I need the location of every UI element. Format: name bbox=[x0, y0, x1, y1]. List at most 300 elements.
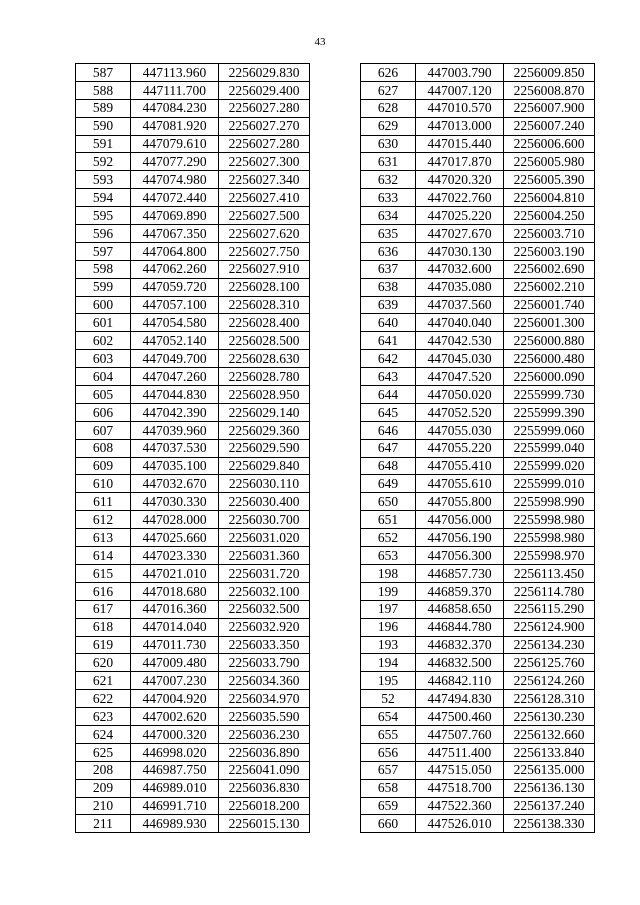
x-coordinate-cell: 447002.620 bbox=[131, 708, 219, 726]
y-coordinate-cell: 2256001.740 bbox=[504, 296, 595, 314]
x-coordinate-cell: 447515.050 bbox=[416, 761, 504, 779]
table-row bbox=[76, 618, 310, 636]
x-coordinate-cell: 447522.360 bbox=[416, 797, 504, 815]
table-row bbox=[361, 99, 595, 117]
table-row bbox=[76, 690, 310, 708]
table-row bbox=[361, 761, 595, 779]
point-id-cell: 628 bbox=[361, 99, 416, 117]
y-coordinate-cell: 2256032.920 bbox=[219, 618, 310, 636]
y-coordinate-cell: 2256015.130 bbox=[219, 815, 310, 833]
x-coordinate-cell: 447111.700 bbox=[131, 81, 219, 99]
point-id-cell: 600 bbox=[76, 296, 131, 314]
point-id-cell: 626 bbox=[361, 64, 416, 82]
x-coordinate-cell: 447021.010 bbox=[131, 564, 219, 582]
point-id-cell: 195 bbox=[361, 672, 416, 690]
table-row bbox=[361, 547, 595, 565]
y-coordinate-cell: 2256003.190 bbox=[504, 242, 595, 260]
x-coordinate-cell: 447015.440 bbox=[416, 135, 504, 153]
table-row bbox=[76, 797, 310, 815]
y-coordinate-cell: 2255998.980 bbox=[504, 511, 595, 529]
table-row bbox=[76, 171, 310, 189]
table-row bbox=[361, 225, 595, 243]
table-row bbox=[76, 654, 310, 672]
x-coordinate-cell: 447055.030 bbox=[416, 421, 504, 439]
y-coordinate-cell: 2256030.400 bbox=[219, 493, 310, 511]
x-coordinate-cell: 447030.330 bbox=[131, 493, 219, 511]
y-coordinate-cell: 2256036.890 bbox=[219, 743, 310, 761]
y-coordinate-cell: 2256031.020 bbox=[219, 529, 310, 547]
x-coordinate-cell: 447055.800 bbox=[416, 493, 504, 511]
x-coordinate-cell: 446832.370 bbox=[416, 636, 504, 654]
y-coordinate-cell: 2256007.240 bbox=[504, 117, 595, 135]
y-coordinate-cell: 2256001.300 bbox=[504, 314, 595, 332]
y-coordinate-cell: 2256029.590 bbox=[219, 439, 310, 457]
y-coordinate-cell: 2256027.750 bbox=[219, 242, 310, 260]
x-coordinate-cell: 447042.530 bbox=[416, 332, 504, 350]
y-coordinate-cell: 2255998.990 bbox=[504, 493, 595, 511]
table-row bbox=[76, 403, 310, 421]
x-coordinate-cell: 447056.190 bbox=[416, 529, 504, 547]
point-id-cell: 604 bbox=[76, 368, 131, 386]
y-coordinate-cell: 2256030.110 bbox=[219, 475, 310, 493]
table-row bbox=[76, 278, 310, 296]
point-id-cell: 624 bbox=[76, 725, 131, 743]
table-row bbox=[76, 475, 310, 493]
y-coordinate-cell: 2256114.780 bbox=[504, 582, 595, 600]
table-row bbox=[361, 171, 595, 189]
y-coordinate-cell: 2256124.900 bbox=[504, 618, 595, 636]
y-coordinate-cell: 2256006.600 bbox=[504, 135, 595, 153]
point-id-cell: 211 bbox=[76, 815, 131, 833]
table-row bbox=[361, 314, 595, 332]
point-id-cell: 631 bbox=[361, 153, 416, 171]
table-row bbox=[76, 743, 310, 761]
y-coordinate-cell: 2255998.970 bbox=[504, 547, 595, 565]
y-coordinate-cell: 2256000.090 bbox=[504, 368, 595, 386]
point-id-cell: 658 bbox=[361, 779, 416, 797]
table-row bbox=[361, 207, 595, 225]
table-row bbox=[361, 260, 595, 278]
point-id-cell: 597 bbox=[76, 242, 131, 260]
x-coordinate-cell: 447507.760 bbox=[416, 725, 504, 743]
point-id-cell: 622 bbox=[76, 690, 131, 708]
y-coordinate-cell: 2256029.400 bbox=[219, 81, 310, 99]
page-number: 43 bbox=[314, 36, 326, 48]
table-row bbox=[76, 117, 310, 135]
x-coordinate-cell: 447017.870 bbox=[416, 153, 504, 171]
point-id-cell: 648 bbox=[361, 457, 416, 475]
point-id-cell: 637 bbox=[361, 260, 416, 278]
table-row bbox=[76, 761, 310, 779]
point-id-cell: 603 bbox=[76, 350, 131, 368]
table-row bbox=[76, 207, 310, 225]
table-row bbox=[76, 296, 310, 314]
table-row bbox=[76, 99, 310, 117]
x-coordinate-cell: 446858.650 bbox=[416, 600, 504, 618]
x-coordinate-cell: 447518.700 bbox=[416, 779, 504, 797]
y-coordinate-cell: 2256027.910 bbox=[219, 260, 310, 278]
y-coordinate-cell: 2255999.060 bbox=[504, 421, 595, 439]
x-coordinate-cell: 447003.790 bbox=[416, 64, 504, 82]
table-row bbox=[361, 332, 595, 350]
x-coordinate-cell: 447014.040 bbox=[131, 618, 219, 636]
point-id-cell: 587 bbox=[76, 64, 131, 82]
y-coordinate-cell: 2256138.330 bbox=[504, 815, 595, 833]
x-coordinate-cell: 447018.680 bbox=[131, 582, 219, 600]
y-coordinate-cell: 2256028.950 bbox=[219, 386, 310, 404]
y-coordinate-cell: 2256028.310 bbox=[219, 296, 310, 314]
point-id-cell: 654 bbox=[361, 708, 416, 726]
x-coordinate-cell: 447511.400 bbox=[416, 743, 504, 761]
point-id-cell: 607 bbox=[76, 421, 131, 439]
table-row bbox=[76, 564, 310, 582]
x-coordinate-cell: 447081.920 bbox=[131, 117, 219, 135]
point-id-cell: 608 bbox=[76, 439, 131, 457]
x-coordinate-cell: 447084.230 bbox=[131, 99, 219, 117]
table-row bbox=[361, 350, 595, 368]
point-id-cell: 632 bbox=[361, 171, 416, 189]
y-coordinate-cell: 2256033.790 bbox=[219, 654, 310, 672]
y-coordinate-cell: 2256027.280 bbox=[219, 99, 310, 117]
x-coordinate-cell: 447044.830 bbox=[131, 386, 219, 404]
table-row bbox=[76, 64, 310, 82]
x-coordinate-cell: 447023.330 bbox=[131, 547, 219, 565]
point-id-cell: 655 bbox=[361, 725, 416, 743]
y-coordinate-cell: 2255999.020 bbox=[504, 457, 595, 475]
point-id-cell: 588 bbox=[76, 81, 131, 99]
table-row bbox=[76, 511, 310, 529]
point-id-cell: 612 bbox=[76, 511, 131, 529]
y-coordinate-cell: 2256000.880 bbox=[504, 332, 595, 350]
table-row bbox=[76, 457, 310, 475]
point-id-cell: 609 bbox=[76, 457, 131, 475]
x-coordinate-cell: 447062.260 bbox=[131, 260, 219, 278]
x-coordinate-cell: 447113.960 bbox=[131, 64, 219, 82]
x-coordinate-cell: 447040.040 bbox=[416, 314, 504, 332]
y-coordinate-cell: 2256027.410 bbox=[219, 189, 310, 207]
y-coordinate-cell: 2256027.620 bbox=[219, 225, 310, 243]
point-id-cell: 657 bbox=[361, 761, 416, 779]
x-coordinate-cell: 447025.220 bbox=[416, 207, 504, 225]
x-coordinate-cell: 447047.520 bbox=[416, 368, 504, 386]
table-row bbox=[361, 403, 595, 421]
x-coordinate-cell: 447077.290 bbox=[131, 153, 219, 171]
table-row bbox=[361, 278, 595, 296]
table-row bbox=[76, 314, 310, 332]
point-id-cell: 650 bbox=[361, 493, 416, 511]
table-row bbox=[361, 618, 595, 636]
table-row bbox=[361, 493, 595, 511]
point-id-cell: 642 bbox=[361, 350, 416, 368]
x-coordinate-cell: 447020.320 bbox=[416, 171, 504, 189]
x-coordinate-cell: 447004.920 bbox=[131, 690, 219, 708]
x-coordinate-cell: 447059.720 bbox=[131, 278, 219, 296]
x-coordinate-cell: 447037.560 bbox=[416, 296, 504, 314]
x-coordinate-cell: 447042.390 bbox=[131, 403, 219, 421]
table-row bbox=[76, 260, 310, 278]
table-row bbox=[76, 600, 310, 618]
y-coordinate-cell: 2256009.850 bbox=[504, 64, 595, 82]
point-id-cell: 602 bbox=[76, 332, 131, 350]
point-id-cell: 210 bbox=[76, 797, 131, 815]
point-id-cell: 633 bbox=[361, 189, 416, 207]
table-row bbox=[361, 708, 595, 726]
y-coordinate-cell: 2256028.780 bbox=[219, 368, 310, 386]
table-row bbox=[76, 529, 310, 547]
y-coordinate-cell: 2255999.010 bbox=[504, 475, 595, 493]
y-coordinate-cell: 2255999.730 bbox=[504, 386, 595, 404]
point-id-cell: 643 bbox=[361, 368, 416, 386]
y-coordinate-cell: 2256029.830 bbox=[219, 64, 310, 82]
y-coordinate-cell: 2256124.260 bbox=[504, 672, 595, 690]
x-coordinate-cell: 447032.670 bbox=[131, 475, 219, 493]
point-id-cell: 599 bbox=[76, 278, 131, 296]
x-coordinate-cell: 447007.120 bbox=[416, 81, 504, 99]
table-row bbox=[76, 582, 310, 600]
point-id-cell: 639 bbox=[361, 296, 416, 314]
x-coordinate-cell: 446842.110 bbox=[416, 672, 504, 690]
table-row bbox=[361, 654, 595, 672]
y-coordinate-cell: 2256004.810 bbox=[504, 189, 595, 207]
table-row bbox=[361, 439, 595, 457]
x-coordinate-cell: 447056.000 bbox=[416, 511, 504, 529]
point-id-cell: 619 bbox=[76, 636, 131, 654]
point-id-cell: 595 bbox=[76, 207, 131, 225]
table-row bbox=[361, 815, 595, 833]
table-row bbox=[76, 135, 310, 153]
x-coordinate-cell: 447052.520 bbox=[416, 403, 504, 421]
y-coordinate-cell: 2256132.660 bbox=[504, 725, 595, 743]
point-id-cell: 610 bbox=[76, 475, 131, 493]
y-coordinate-cell: 2256036.830 bbox=[219, 779, 310, 797]
y-coordinate-cell: 2256028.500 bbox=[219, 332, 310, 350]
x-coordinate-cell: 446857.730 bbox=[416, 564, 504, 582]
y-coordinate-cell: 2256041.090 bbox=[219, 761, 310, 779]
point-id-cell: 618 bbox=[76, 618, 131, 636]
y-coordinate-cell: 2256030.700 bbox=[219, 511, 310, 529]
y-coordinate-cell: 2256008.870 bbox=[504, 81, 595, 99]
point-id-cell: 590 bbox=[76, 117, 131, 135]
table-row bbox=[361, 779, 595, 797]
x-coordinate-cell: 447055.220 bbox=[416, 439, 504, 457]
x-coordinate-cell: 447011.730 bbox=[131, 636, 219, 654]
y-coordinate-cell: 2256135.000 bbox=[504, 761, 595, 779]
table-row bbox=[76, 421, 310, 439]
point-id-cell: 656 bbox=[361, 743, 416, 761]
y-coordinate-cell: 2256128.310 bbox=[504, 690, 595, 708]
y-coordinate-cell: 2256035.590 bbox=[219, 708, 310, 726]
point-id-cell: 641 bbox=[361, 332, 416, 350]
x-coordinate-cell: 446998.020 bbox=[131, 743, 219, 761]
point-id-cell: 591 bbox=[76, 135, 131, 153]
y-coordinate-cell: 2256018.200 bbox=[219, 797, 310, 815]
x-coordinate-cell: 447067.350 bbox=[131, 225, 219, 243]
x-coordinate-cell: 446859.370 bbox=[416, 582, 504, 600]
y-coordinate-cell: 2256027.340 bbox=[219, 171, 310, 189]
x-coordinate-cell: 447025.660 bbox=[131, 529, 219, 547]
point-id-cell: 598 bbox=[76, 260, 131, 278]
y-coordinate-cell: 2256027.280 bbox=[219, 135, 310, 153]
point-id-cell: 660 bbox=[361, 815, 416, 833]
table-row bbox=[361, 725, 595, 743]
point-id-cell: 647 bbox=[361, 439, 416, 457]
point-id-cell: 193 bbox=[361, 636, 416, 654]
table-row bbox=[76, 368, 310, 386]
x-coordinate-cell: 446844.780 bbox=[416, 618, 504, 636]
y-coordinate-cell: 2256029.360 bbox=[219, 421, 310, 439]
table-row bbox=[76, 386, 310, 404]
point-id-cell: 196 bbox=[361, 618, 416, 636]
y-coordinate-cell: 2256036.230 bbox=[219, 725, 310, 743]
y-coordinate-cell: 2256134.230 bbox=[504, 636, 595, 654]
point-id-cell: 606 bbox=[76, 403, 131, 421]
y-coordinate-cell: 2256130.230 bbox=[504, 708, 595, 726]
x-coordinate-cell: 447500.460 bbox=[416, 708, 504, 726]
table-row bbox=[361, 421, 595, 439]
y-coordinate-cell: 2256028.400 bbox=[219, 314, 310, 332]
table-row bbox=[76, 547, 310, 565]
point-id-cell: 593 bbox=[76, 171, 131, 189]
y-coordinate-cell: 2255999.040 bbox=[504, 439, 595, 457]
table-row bbox=[361, 153, 595, 171]
x-coordinate-cell: 447494.830 bbox=[416, 690, 504, 708]
point-id-cell: 659 bbox=[361, 797, 416, 815]
y-coordinate-cell: 2256136.130 bbox=[504, 779, 595, 797]
y-coordinate-cell: 2256113.450 bbox=[504, 564, 595, 582]
table-row bbox=[361, 117, 595, 135]
table-row bbox=[361, 296, 595, 314]
y-coordinate-cell: 2255998.980 bbox=[504, 529, 595, 547]
point-id-cell: 649 bbox=[361, 475, 416, 493]
y-coordinate-cell: 2256028.100 bbox=[219, 278, 310, 296]
table-row bbox=[361, 81, 595, 99]
x-coordinate-cell: 447057.100 bbox=[131, 296, 219, 314]
y-coordinate-cell: 2256125.760 bbox=[504, 654, 595, 672]
y-coordinate-cell: 2256029.140 bbox=[219, 403, 310, 421]
table-row bbox=[361, 690, 595, 708]
y-coordinate-cell: 2256027.500 bbox=[219, 207, 310, 225]
point-id-cell: 617 bbox=[76, 600, 131, 618]
point-id-cell: 594 bbox=[76, 189, 131, 207]
table-row bbox=[361, 189, 595, 207]
table-row bbox=[76, 815, 310, 833]
y-coordinate-cell: 2256033.350 bbox=[219, 636, 310, 654]
point-id-cell: 601 bbox=[76, 314, 131, 332]
x-coordinate-cell: 447526.010 bbox=[416, 815, 504, 833]
y-coordinate-cell: 2256004.250 bbox=[504, 207, 595, 225]
x-coordinate-cell: 446991.710 bbox=[131, 797, 219, 815]
x-coordinate-cell: 447009.480 bbox=[131, 654, 219, 672]
y-coordinate-cell: 2256034.970 bbox=[219, 690, 310, 708]
table-row bbox=[76, 672, 310, 690]
point-id-cell: 635 bbox=[361, 225, 416, 243]
point-id-cell: 652 bbox=[361, 529, 416, 547]
x-coordinate-cell: 447055.410 bbox=[416, 457, 504, 475]
coordinates-table-left bbox=[75, 63, 310, 833]
x-coordinate-cell: 447010.570 bbox=[416, 99, 504, 117]
table-row bbox=[361, 636, 595, 654]
x-coordinate-cell: 447055.610 bbox=[416, 475, 504, 493]
y-coordinate-cell: 2256005.390 bbox=[504, 171, 595, 189]
table-row bbox=[361, 368, 595, 386]
point-id-cell: 630 bbox=[361, 135, 416, 153]
y-coordinate-cell: 2256005.980 bbox=[504, 153, 595, 171]
point-id-cell: 645 bbox=[361, 403, 416, 421]
table-row bbox=[76, 332, 310, 350]
x-coordinate-cell: 447069.890 bbox=[131, 207, 219, 225]
table-row bbox=[361, 797, 595, 815]
y-coordinate-cell: 2256028.630 bbox=[219, 350, 310, 368]
point-id-cell: 614 bbox=[76, 547, 131, 565]
x-coordinate-cell: 447039.960 bbox=[131, 421, 219, 439]
y-coordinate-cell: 2256133.840 bbox=[504, 743, 595, 761]
y-coordinate-cell: 2256007.900 bbox=[504, 99, 595, 117]
x-coordinate-cell: 447013.000 bbox=[416, 117, 504, 135]
x-coordinate-cell: 447000.320 bbox=[131, 725, 219, 743]
table-row bbox=[361, 564, 595, 582]
point-id-cell: 197 bbox=[361, 600, 416, 618]
table-row bbox=[361, 511, 595, 529]
point-id-cell: 653 bbox=[361, 547, 416, 565]
x-coordinate-cell: 447035.080 bbox=[416, 278, 504, 296]
table-row bbox=[76, 439, 310, 457]
y-coordinate-cell: 2256029.840 bbox=[219, 457, 310, 475]
point-id-cell: 640 bbox=[361, 314, 416, 332]
x-coordinate-cell: 447022.760 bbox=[416, 189, 504, 207]
x-coordinate-cell: 447074.980 bbox=[131, 171, 219, 189]
y-coordinate-cell: 2256003.710 bbox=[504, 225, 595, 243]
x-coordinate-cell: 447049.700 bbox=[131, 350, 219, 368]
x-coordinate-cell: 447054.580 bbox=[131, 314, 219, 332]
table-row bbox=[361, 600, 595, 618]
table-row bbox=[361, 242, 595, 260]
x-coordinate-cell: 447028.000 bbox=[131, 511, 219, 529]
y-coordinate-cell: 2256032.500 bbox=[219, 600, 310, 618]
x-coordinate-cell: 447016.360 bbox=[131, 600, 219, 618]
point-id-cell: 605 bbox=[76, 386, 131, 404]
y-coordinate-cell: 2256027.270 bbox=[219, 117, 310, 135]
x-coordinate-cell: 447056.300 bbox=[416, 547, 504, 565]
x-coordinate-cell: 447064.800 bbox=[131, 242, 219, 260]
x-coordinate-cell: 447072.440 bbox=[131, 189, 219, 207]
table-row bbox=[361, 457, 595, 475]
point-id-cell: 644 bbox=[361, 386, 416, 404]
y-coordinate-cell: 2256002.210 bbox=[504, 278, 595, 296]
x-coordinate-cell: 446987.750 bbox=[131, 761, 219, 779]
table-row bbox=[76, 350, 310, 368]
point-id-cell: 194 bbox=[361, 654, 416, 672]
point-id-cell: 627 bbox=[361, 81, 416, 99]
point-id-cell: 208 bbox=[76, 761, 131, 779]
table-row bbox=[361, 135, 595, 153]
x-coordinate-cell: 446832.500 bbox=[416, 654, 504, 672]
table-row bbox=[361, 64, 595, 82]
x-coordinate-cell: 446989.010 bbox=[131, 779, 219, 797]
table-row bbox=[361, 743, 595, 761]
point-id-cell: 589 bbox=[76, 99, 131, 117]
point-id-cell: 636 bbox=[361, 242, 416, 260]
point-id-cell: 651 bbox=[361, 511, 416, 529]
y-coordinate-cell: 2256031.360 bbox=[219, 547, 310, 565]
x-coordinate-cell: 447037.530 bbox=[131, 439, 219, 457]
x-coordinate-cell: 447052.140 bbox=[131, 332, 219, 350]
point-id-cell: 199 bbox=[361, 582, 416, 600]
point-id-cell: 629 bbox=[361, 117, 416, 135]
x-coordinate-cell: 446989.930 bbox=[131, 815, 219, 833]
x-coordinate-cell: 447035.100 bbox=[131, 457, 219, 475]
point-id-cell: 625 bbox=[76, 743, 131, 761]
point-id-cell: 623 bbox=[76, 708, 131, 726]
